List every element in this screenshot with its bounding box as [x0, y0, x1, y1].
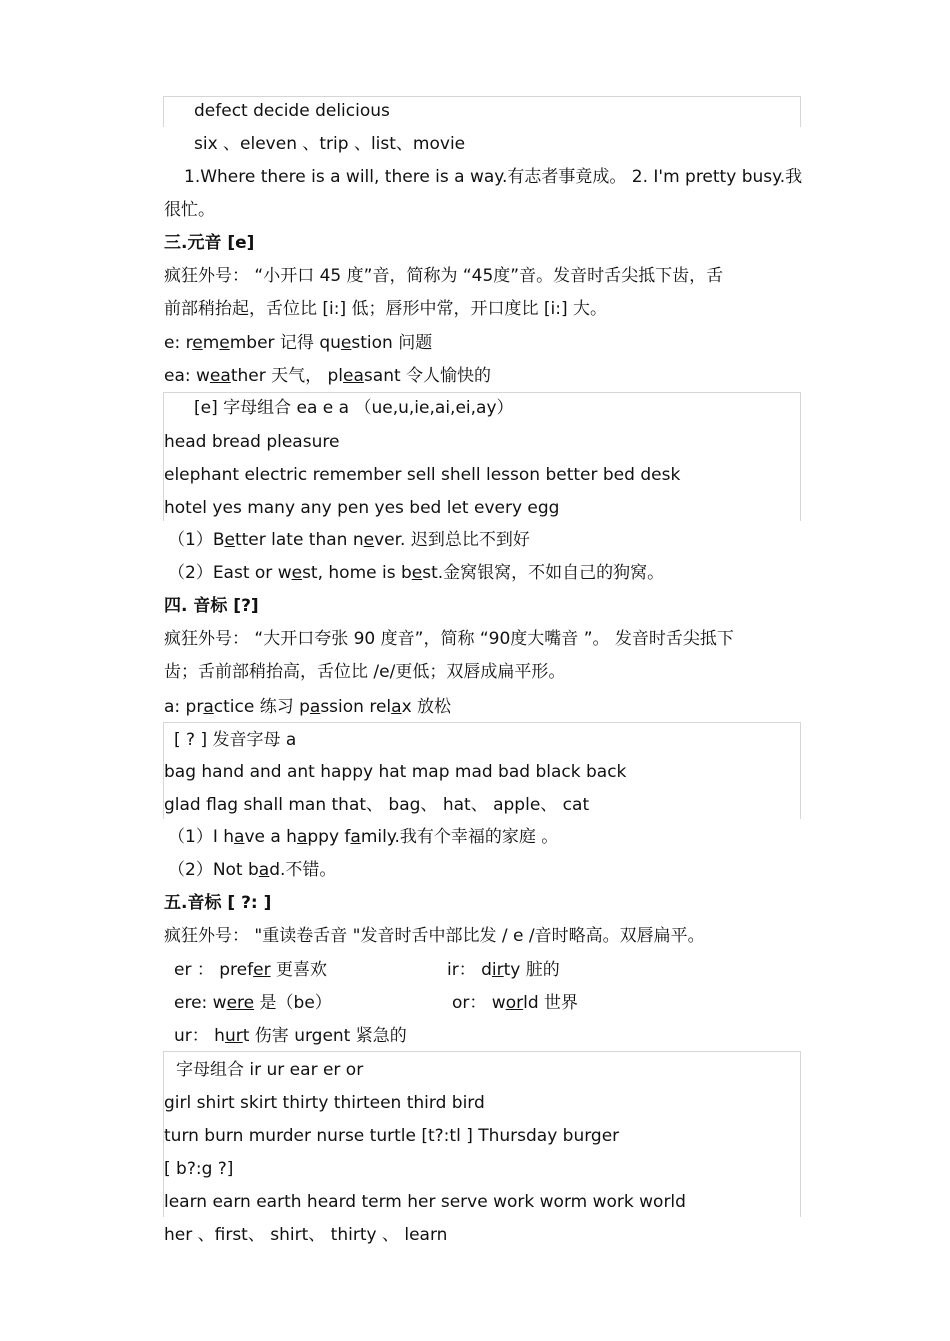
- nickname-e-line1: 疯狂外号： “小开口 45 度”音，简称为 “45度”音。发音时舌尖抵下齿，舌: [164, 266, 724, 286]
- underlined-letter: a: [203, 697, 214, 717]
- ae-sentence-2: [168, 859, 336, 881]
- text-span: ve a h: [244, 827, 297, 847]
- text-span: st, home is b: [302, 563, 412, 583]
- proverb-line: 1.Where there is a will, there is a way.有志者事竟成。 2. I'm pretty busy.我: [184, 167, 803, 187]
- e-letter-combination: [e] 字母组合 ea e a （ue,u,ie,ai,ei,ay）: [194, 398, 514, 418]
- text-span: 是（be）: [254, 993, 332, 1013]
- er-letter-combination: 字母组合 ir ur ear er or: [176, 1060, 364, 1080]
- example-er-line: [174, 959, 327, 981]
- example-ere-line: [174, 992, 332, 1014]
- underlined-letter: a: [350, 827, 361, 847]
- underlined-letter: a: [234, 827, 245, 847]
- text-span: （1）I h: [168, 827, 235, 847]
- text-span: t 伤害 urgent 紧急的: [242, 1026, 407, 1046]
- underlined-letter: er: [253, 960, 271, 980]
- text-span: er ： pref: [174, 960, 254, 980]
- word-list-defect: defect decide delicious: [194, 101, 390, 121]
- er-words-row4: her 、first、 shirt、 thirty 、 learn: [164, 1225, 448, 1245]
- section-heading-er: 五.音标 [ ?: ]: [164, 893, 272, 913]
- section-heading-ae: 四. 音标 [?]: [164, 596, 259, 616]
- text-span: tter late than n: [234, 530, 364, 550]
- text-span: ssion rel: [320, 697, 392, 717]
- e-sentence-1: [168, 529, 530, 551]
- underlined-letter: a: [309, 697, 321, 717]
- underlined-letter: e: [291, 563, 303, 583]
- er-words-row3: learn earn earth heard term her serve work worm work world: [164, 1192, 686, 1212]
- example-ur-line: [174, 1025, 407, 1047]
- text-span: ea: w: [164, 366, 210, 386]
- text-span: ver. 迟到总比不到好: [374, 530, 530, 550]
- underlined-letter: e: [219, 333, 230, 353]
- text-span: stion 问题: [351, 333, 433, 353]
- underlined-letter: a: [258, 860, 270, 880]
- text-span: ld 世界: [523, 993, 579, 1013]
- text-span: ppy f: [307, 827, 351, 847]
- example-ea-line: [164, 365, 491, 387]
- underlined-letter: e: [192, 333, 203, 353]
- ae-letter-line: [ ? ] 发音字母 a: [174, 730, 297, 750]
- ae-sentence-1: [168, 826, 558, 848]
- er-words-row2: turn burn murder nurse turtle [t?:tl ] Thursday burger: [164, 1126, 620, 1146]
- text-span: ur： h: [174, 1026, 225, 1046]
- er-phonetic-burger: [ b?:g ?]: [164, 1159, 234, 1179]
- underlined-letter: a: [391, 697, 402, 717]
- example-ir-line: [447, 959, 560, 981]
- section-heading-vowel-e: 三.元音 [e]: [164, 233, 255, 253]
- ae-words-row1: bag hand and ant happy hat map mad bad black back: [164, 762, 627, 782]
- underlined-letter: ur: [224, 1026, 243, 1046]
- text-span: ty 脏的: [503, 960, 560, 980]
- underlined-letter: e: [411, 563, 423, 583]
- underlined-letter: e: [224, 530, 235, 550]
- ae-words-row2: glad flag shall man that、 bag、 hat、 apple、 cat: [164, 795, 590, 815]
- nickname-ae-line2: 齿；舌前部稍抬高，舌位比 /e/更低；双唇成扁平形。: [164, 662, 566, 682]
- text-span: d.不错。: [269, 860, 337, 880]
- nickname-e-line2: 前部稍抬起，舌位比 [i:] 低；唇形中常，开口度比 [i:] 大。: [164, 299, 608, 319]
- example-e-line: [164, 332, 432, 354]
- text-span: ther 天气， pl: [230, 366, 344, 386]
- e-words-row2: elephant electric remember sell shell lesson better bed desk: [164, 465, 681, 485]
- underlined-letter: ea: [343, 366, 364, 386]
- text-span: x 放松: [401, 697, 452, 717]
- underlined-letter: or: [505, 993, 524, 1013]
- underlined-letter: a: [296, 827, 308, 847]
- e-sentence-2: [168, 562, 664, 584]
- example-a-line: [164, 696, 451, 718]
- underlined-letter: e: [340, 333, 352, 353]
- text-span: （2）Not b: [168, 860, 259, 880]
- text-span: a: pr: [164, 697, 204, 717]
- text-span: （2）East or w: [168, 563, 292, 583]
- text-span: mber 记得 qu: [229, 333, 341, 353]
- text-span: 更喜欢: [270, 960, 327, 980]
- nickname-ae-line1: 疯狂外号： “大开口夸张 90 度音”，简称 “90度大嘴音 ”。 发音时舌尖抵下: [164, 629, 734, 649]
- e-words-row1: head bread pleasure: [164, 432, 340, 452]
- proverb-line-continued: 很忙。: [164, 200, 215, 220]
- text-span: e: r: [164, 333, 193, 353]
- example-or-line: [452, 992, 578, 1014]
- text-span: ir： d: [447, 960, 492, 980]
- e-words-row3: hotel yes many any pen yes bed let every egg: [164, 498, 560, 518]
- text-span: mily.我有个幸福的家庭 。: [360, 827, 559, 847]
- nickname-er-line: 疯狂外号： "重读卷舌音 "发音时舌中部比发 / e /音时略高。双唇扁平。: [164, 926, 705, 946]
- underlined-letter: ere: [226, 993, 255, 1013]
- text-span: st.金窝银窝，不如自己的狗窝。: [422, 563, 665, 583]
- er-words-row1: girl shirt skirt thirty thirteen third bird: [164, 1093, 485, 1113]
- underlined-letter: ea: [209, 366, 231, 386]
- text-span: （1）B: [168, 530, 225, 550]
- word-list-six: six 、eleven 、trip 、list、movie: [194, 134, 466, 154]
- text-span: sant 令人愉快的: [363, 366, 492, 386]
- underlined-letter: ir: [491, 960, 504, 980]
- text-span: or： w: [452, 993, 506, 1013]
- text-span: ctice 练习 p: [213, 697, 310, 717]
- underlined-letter: e: [363, 530, 375, 550]
- text-span: ere: w: [174, 993, 227, 1013]
- text-span: m: [202, 333, 220, 353]
